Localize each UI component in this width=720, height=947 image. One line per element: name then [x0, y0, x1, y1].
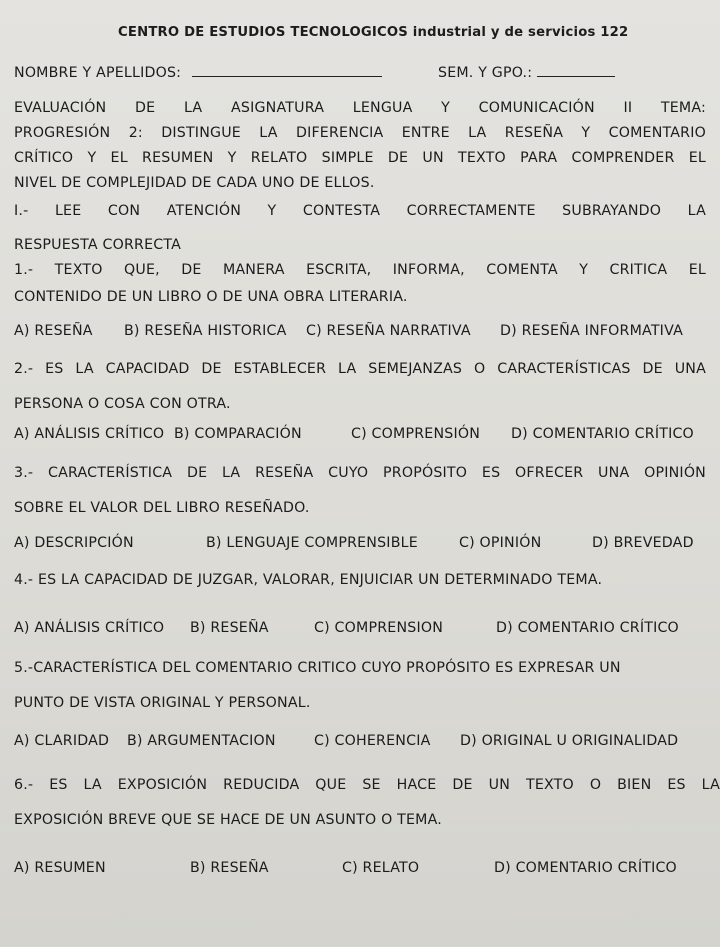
- q3-option-d[interactable]: D) BREVEDAD: [592, 535, 694, 551]
- q5-option-a[interactable]: A) CLARIDAD: [14, 733, 110, 749]
- intro-line-3: CRÍTICO Y EL RESUMEN Y RELATO SIMPLE DE UN TEXTO PARA COMPRENDER EL: [14, 150, 706, 166]
- instruction-line-2: RESPUESTA CORRECTA: [14, 237, 182, 253]
- question-6-line-2: EXPOSICIÓN BREVE QUE SE HACE DE UN ASUNTO O TEMA.: [14, 812, 442, 828]
- q5-option-c[interactable]: C) COHERENCIA: [314, 733, 431, 749]
- question-1-line-1: 1.- TEXTO QUE, DE MANERA ESCRITA, INFORMA, COMENTA Y CRITICA EL: [14, 262, 706, 278]
- intro-line-1: EVALUACIÓN DE LA ASIGNATURA LENGUA Y COMUNICACIÓN II TEMA:: [14, 100, 706, 116]
- sem-field[interactable]: [537, 64, 615, 77]
- intro-line-2: PROGRESIÓN 2: DISTINGUE LA DIFERENCIA ENTRE LA RESEÑA Y COMENTARIO: [14, 125, 706, 141]
- q1-option-a[interactable]: A) RESEÑA: [14, 323, 93, 339]
- q6-option-a[interactable]: A) RESUMEN: [14, 860, 106, 876]
- sem-label: SEM. Y GPO.:: [438, 65, 533, 81]
- q1-option-d[interactable]: D) RESEÑA INFORMATIVA: [500, 323, 683, 339]
- question-5-line-2: PUNTO DE VISTA ORIGINAL Y PERSONAL.: [14, 695, 311, 711]
- question-4-line-1: 4.- ES LA CAPACIDAD DE JUZGAR, VALORAR, ENJUICIAR UN DETERMINADO TEMA.: [14, 572, 603, 588]
- name-label: NOMBRE Y APELLIDOS:: [14, 65, 182, 81]
- q3-option-b[interactable]: B) LENGUAJE COMPRENSIBLE: [206, 535, 418, 551]
- q2-option-c[interactable]: C) COMPRENSIÓN: [351, 426, 481, 442]
- school-header: CENTRO DE ESTUDIOS TECNOLOGICOS industrial y de servicios 122: [118, 25, 629, 40]
- question-6-line-1: 6.- ES LA EXPOSICIÓN REDUCIDA QUE SE HACE DE UN TEXTO O BIEN ES LA: [14, 777, 720, 793]
- question-5-line-1: 5.-CARACTERÍSTICA DEL COMENTARIO CRITICO CUYO PROPÓSITO ES EXPRESAR UN: [14, 660, 621, 676]
- q3-option-a[interactable]: A) DESCRIPCIÓN: [14, 535, 134, 551]
- q5-option-d[interactable]: D) ORIGINAL U ORIGINALIDAD: [460, 733, 679, 749]
- name-row: [14, 64, 720, 81]
- name-field[interactable]: [192, 64, 382, 77]
- q4-option-d[interactable]: D) COMENTARIO CRÍTICO: [496, 620, 679, 636]
- q1-option-c[interactable]: C) RESEÑA NARRATIVA: [306, 323, 471, 339]
- question-3-line-1: 3.- CARACTERÍSTICA DE LA RESEÑA CUYO PROPÓSITO ES OFRECER UNA OPINIÓN: [14, 465, 706, 481]
- question-3-line-2: SOBRE EL VALOR DEL LIBRO RESEÑADO.: [14, 500, 310, 516]
- question-2-line-1: 2.- ES LA CAPACIDAD DE ESTABLECER LA SEMEJANZAS O CARACTERÍSTICAS DE UNA: [14, 361, 706, 377]
- q4-option-b[interactable]: B) RESEÑA: [190, 620, 269, 636]
- q5-option-b[interactable]: B) ARGUMENTACION: [127, 733, 276, 749]
- q6-option-c[interactable]: C) RELATO: [342, 860, 420, 876]
- q2-option-a[interactable]: A) ANÁLISIS CRÍTICO: [14, 426, 165, 442]
- sem-group: [438, 64, 615, 81]
- q1-option-b[interactable]: B) RESEÑA HISTORICA: [124, 323, 287, 339]
- q2-option-b[interactable]: B) COMPARACIÓN: [174, 426, 302, 442]
- q2-option-d[interactable]: D) COMENTARIO CRÍTICO: [511, 426, 694, 442]
- q6-option-d[interactable]: D) COMENTARIO CRÍTICO: [494, 860, 677, 876]
- intro-line-4: NIVEL DE COMPLEJIDAD DE CADA UNO DE ELLOS.: [14, 175, 375, 191]
- question-1-line-2: CONTENIDO DE UN LIBRO O DE UNA OBRA LITERARIA.: [14, 289, 408, 305]
- question-2-line-2: PERSONA O COSA CON OTRA.: [14, 396, 231, 412]
- q4-option-c[interactable]: C) COMPRENSION: [314, 620, 444, 636]
- instruction-line-1: I.- LEE CON ATENCIÓN Y CONTESTA CORRECTAMENTE SUBRAYANDO LA: [14, 203, 706, 219]
- q4-option-a[interactable]: A) ANÁLISIS CRÍTICO: [14, 620, 165, 636]
- q6-option-b[interactable]: B) RESEÑA: [190, 860, 269, 876]
- q3-option-c[interactable]: C) OPINIÓN: [459, 535, 542, 551]
